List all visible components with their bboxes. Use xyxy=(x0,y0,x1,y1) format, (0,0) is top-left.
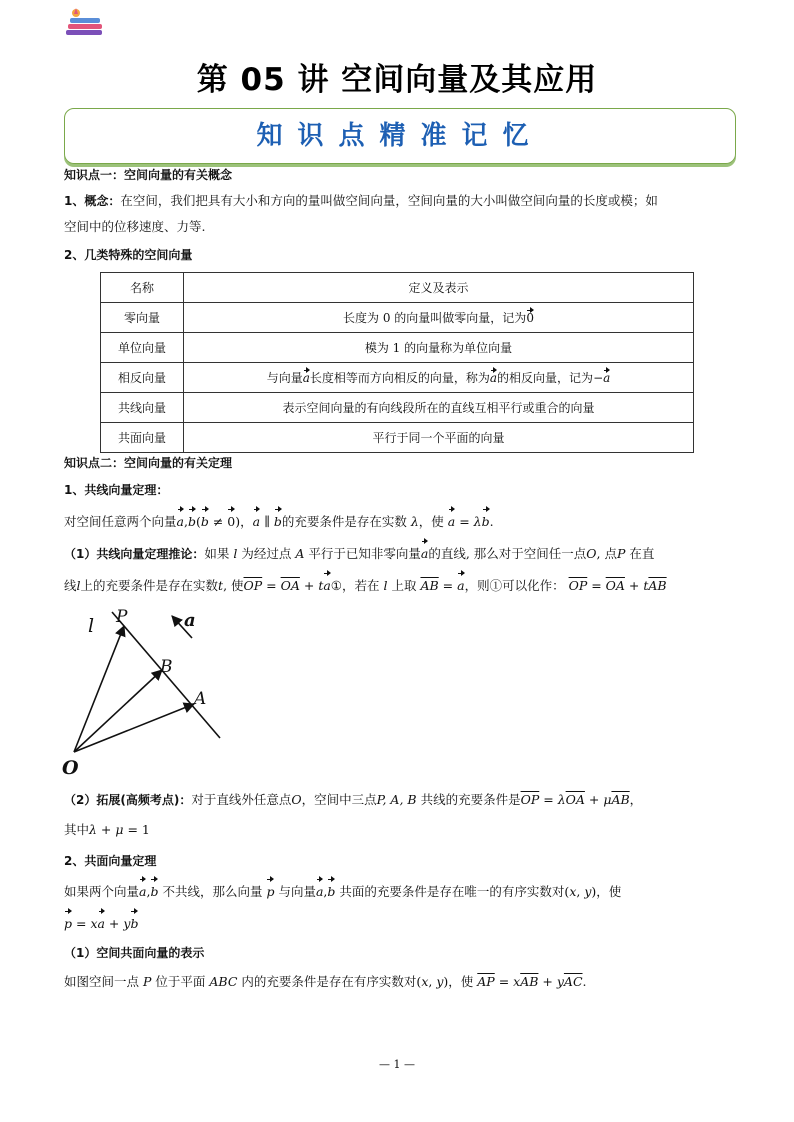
text-part: 如图空间一点 xyxy=(64,974,140,989)
math-P: P xyxy=(616,546,626,561)
table-header-definition: 定义及表示 xyxy=(184,273,694,303)
text-part: ，使 xyxy=(418,514,444,529)
text-part: 上取 xyxy=(391,578,417,593)
coplanar-representation: 如图空间一点 P 位于平面 ABC 内的充要条件是存在有序实数对(x, y)，使 $\overline{AP} = x\overline{AB} + y\overline{AC}$. xyxy=(64,974,587,989)
concept-label: 1、概念： xyxy=(64,194,121,208)
label-A: A xyxy=(194,689,207,709)
text-part: , 点 xyxy=(596,546,617,561)
row-name: 相反向量 xyxy=(101,363,184,393)
math-a-equals-lambda-b: a = λb xyxy=(448,514,490,529)
math-xy-pair: (x, y) xyxy=(564,884,597,899)
special-vectors-table xyxy=(100,272,694,453)
section2-heading: 知识点二：空间向量的有关定理 xyxy=(64,456,233,470)
zero-vector-symbol: 0 xyxy=(526,311,534,325)
special-vectors-heading: 2、几类特殊的空间向量 xyxy=(64,248,193,262)
vector-ob xyxy=(74,670,162,752)
text-part: 位于平面 xyxy=(155,974,206,989)
text-part: 对空间任意两个向量 xyxy=(64,514,177,529)
table-row xyxy=(101,423,694,453)
page-number: — 1 — xyxy=(379,1058,415,1071)
coplanar-theorem xyxy=(64,878,744,904)
row-name: 单位向量 xyxy=(101,333,184,363)
math-O: O xyxy=(291,792,302,807)
concept-text-1: 在空间，我们把具有大小和方向的量叫做空间向量，空间向量的大小叫做空间向量的长度或模；如 xyxy=(120,193,658,208)
coplanar-heading: 2、共面向量定理 xyxy=(64,854,157,868)
text-part: 的直线, 那么对于空间任一点 xyxy=(428,546,587,561)
text-part: 共线的充要条件是 xyxy=(420,792,521,807)
concept-paragraph xyxy=(64,189,734,213)
label-B: B xyxy=(160,657,173,677)
section-banner: 知识点精准记忆 xyxy=(64,108,736,164)
row-name: 共线向量 xyxy=(101,393,184,423)
concept-text-2: 空间中的位移速度、力等. xyxy=(64,219,206,234)
math-ap-equation: $\overline{AP} = x\overline{AB} + y\overline{AC}$ xyxy=(477,974,583,989)
text-part: 内的充要条件是存在有序实数对 xyxy=(241,974,417,989)
row-name: 零向量 xyxy=(101,303,184,333)
coplanar-representation-heading: （1）空间共面向量的表示 xyxy=(64,946,205,960)
math-op-equation: $\overline{OP} = \overline{OA}$ + ta xyxy=(244,578,331,593)
collinear-theorem: 对空间任意两个向量a,b(b ≠ 0)，a ∥ b的充要条件是存在实数 λ，使 a = λb. xyxy=(64,508,744,534)
math-A: A xyxy=(295,546,305,561)
vector-oa xyxy=(74,704,194,752)
table-row xyxy=(101,393,694,423)
text-part: 如果两个向量 xyxy=(64,884,140,899)
math-ab-equals-a: $\overline{AB} = a$ xyxy=(420,578,464,593)
table-row xyxy=(101,303,694,333)
text-part: 与向量 xyxy=(278,884,316,899)
collinear-heading: 1、共线向量定理： xyxy=(64,483,169,497)
math-lambda-plus-mu: λ + μ = 1 xyxy=(89,822,150,837)
text-part: 线 xyxy=(64,578,77,593)
vector-a-symbol: a xyxy=(489,371,498,385)
row-def-text: 长度为 0 的向量叫做零向量，记为 xyxy=(343,311,527,325)
extension-label: （2）拓展(高频考点)： xyxy=(64,793,192,807)
text-part: 共面的充要条件是存在唯一的有序实数对 xyxy=(339,884,565,899)
row-def-part: 与向量 xyxy=(266,371,303,385)
vector-a-symbol: a xyxy=(302,371,310,385)
math-op-lambda-mu: $\overline{OP} = \lambda\overline{OA} + \mu\overline{AB}$ xyxy=(520,792,630,807)
table-header-row xyxy=(101,273,694,303)
row-definition xyxy=(184,363,694,393)
text-part: ，使 xyxy=(596,884,622,899)
corollary-label: （1）共线向量定理推论： xyxy=(64,547,205,561)
label-P: P xyxy=(116,607,128,627)
text-part: 对于直线外任意点 xyxy=(191,792,292,807)
table-header-name: 名称 xyxy=(101,273,184,303)
text-part: ，空间中三点 xyxy=(301,792,377,807)
extension-paragraph: （2）拓展(高频考点)：对于直线外任意点O，空间中三点P, A, B 共线的充要条件是$\overline{OP} = \lambda\overline{OA} + \mu\overline{AB}$， xyxy=(64,792,643,807)
logo-icon xyxy=(64,8,108,40)
label-a: a xyxy=(184,610,196,631)
collinear-corollary xyxy=(64,540,744,566)
math-l: l xyxy=(76,578,81,593)
math-ab-pair: a,b xyxy=(316,884,335,899)
section1-heading: 知识点一：空间向量的有关概念 xyxy=(64,168,233,182)
text-part: 上的充要条件是存在实数 xyxy=(80,578,219,593)
vector-a-symbol: a xyxy=(421,540,428,566)
math-P: P xyxy=(143,974,152,989)
label-l: l xyxy=(88,615,95,637)
negative-a-symbol: −a xyxy=(593,371,611,385)
row-name: 共面向量 xyxy=(101,423,184,453)
coplanar-equation: p = xa + yb xyxy=(64,910,138,936)
math-ab-pair: a,b xyxy=(139,884,158,899)
text-part: 其中 xyxy=(64,822,90,837)
math-PAB: P, A, B xyxy=(376,792,417,807)
text-part: 如果 xyxy=(204,546,230,561)
math-t: t xyxy=(218,578,224,593)
vector-op xyxy=(74,626,124,752)
page-title: 第 05 讲 空间向量及其应用 xyxy=(196,62,598,98)
text-part: 平行于已知非零向量 xyxy=(308,546,421,561)
math-xy-pair: (x, y) xyxy=(416,974,449,989)
extension-condition xyxy=(64,818,150,842)
table-row xyxy=(101,363,694,393)
text-part: ，使 xyxy=(448,974,474,989)
math-l: l xyxy=(233,546,238,561)
math-O: O xyxy=(586,546,597,561)
row-definition xyxy=(184,303,694,333)
math-ABC: ABC xyxy=(209,974,238,989)
text-part: 的充要条件是存在实数 xyxy=(281,514,407,529)
text-part: 不共线，那么向量 xyxy=(162,884,263,899)
row-def-part: 长度相等而方向相反的向量，称为 xyxy=(309,371,490,385)
table-row xyxy=(101,333,694,363)
row-def-part: 的相反向量，记为 xyxy=(497,371,594,385)
row-definition: 表示空间向量的有向线段所在的直线互相平行或重合的向量 xyxy=(184,393,694,423)
text-part: ，则①可以化作： xyxy=(464,578,565,593)
collinear-figure xyxy=(60,600,240,780)
collinear-corollary-line2 xyxy=(64,572,744,598)
text-part: , 使 xyxy=(223,578,244,593)
label-O: O xyxy=(62,757,79,779)
vector-p-symbol: p xyxy=(266,878,274,904)
text-part: 为经过点 xyxy=(241,546,292,561)
row-definition: 模为 1 的向量称为单位向量 xyxy=(184,333,694,363)
row-definition: 平行于同一个平面的向量 xyxy=(184,423,694,453)
text-part: 在直 xyxy=(629,546,655,561)
text-part: ①，若在 xyxy=(330,578,380,593)
math-lambda: λ xyxy=(410,514,419,529)
math-op-equation-2: $\overline{OP} = \overline{OA} + t\overline{AB}$ xyxy=(568,578,667,593)
math-l: l xyxy=(383,578,388,593)
math-ab-pair: a,b(b ≠ 0) xyxy=(177,514,241,529)
math-a-parallel-b: a ∥ b xyxy=(253,514,282,529)
